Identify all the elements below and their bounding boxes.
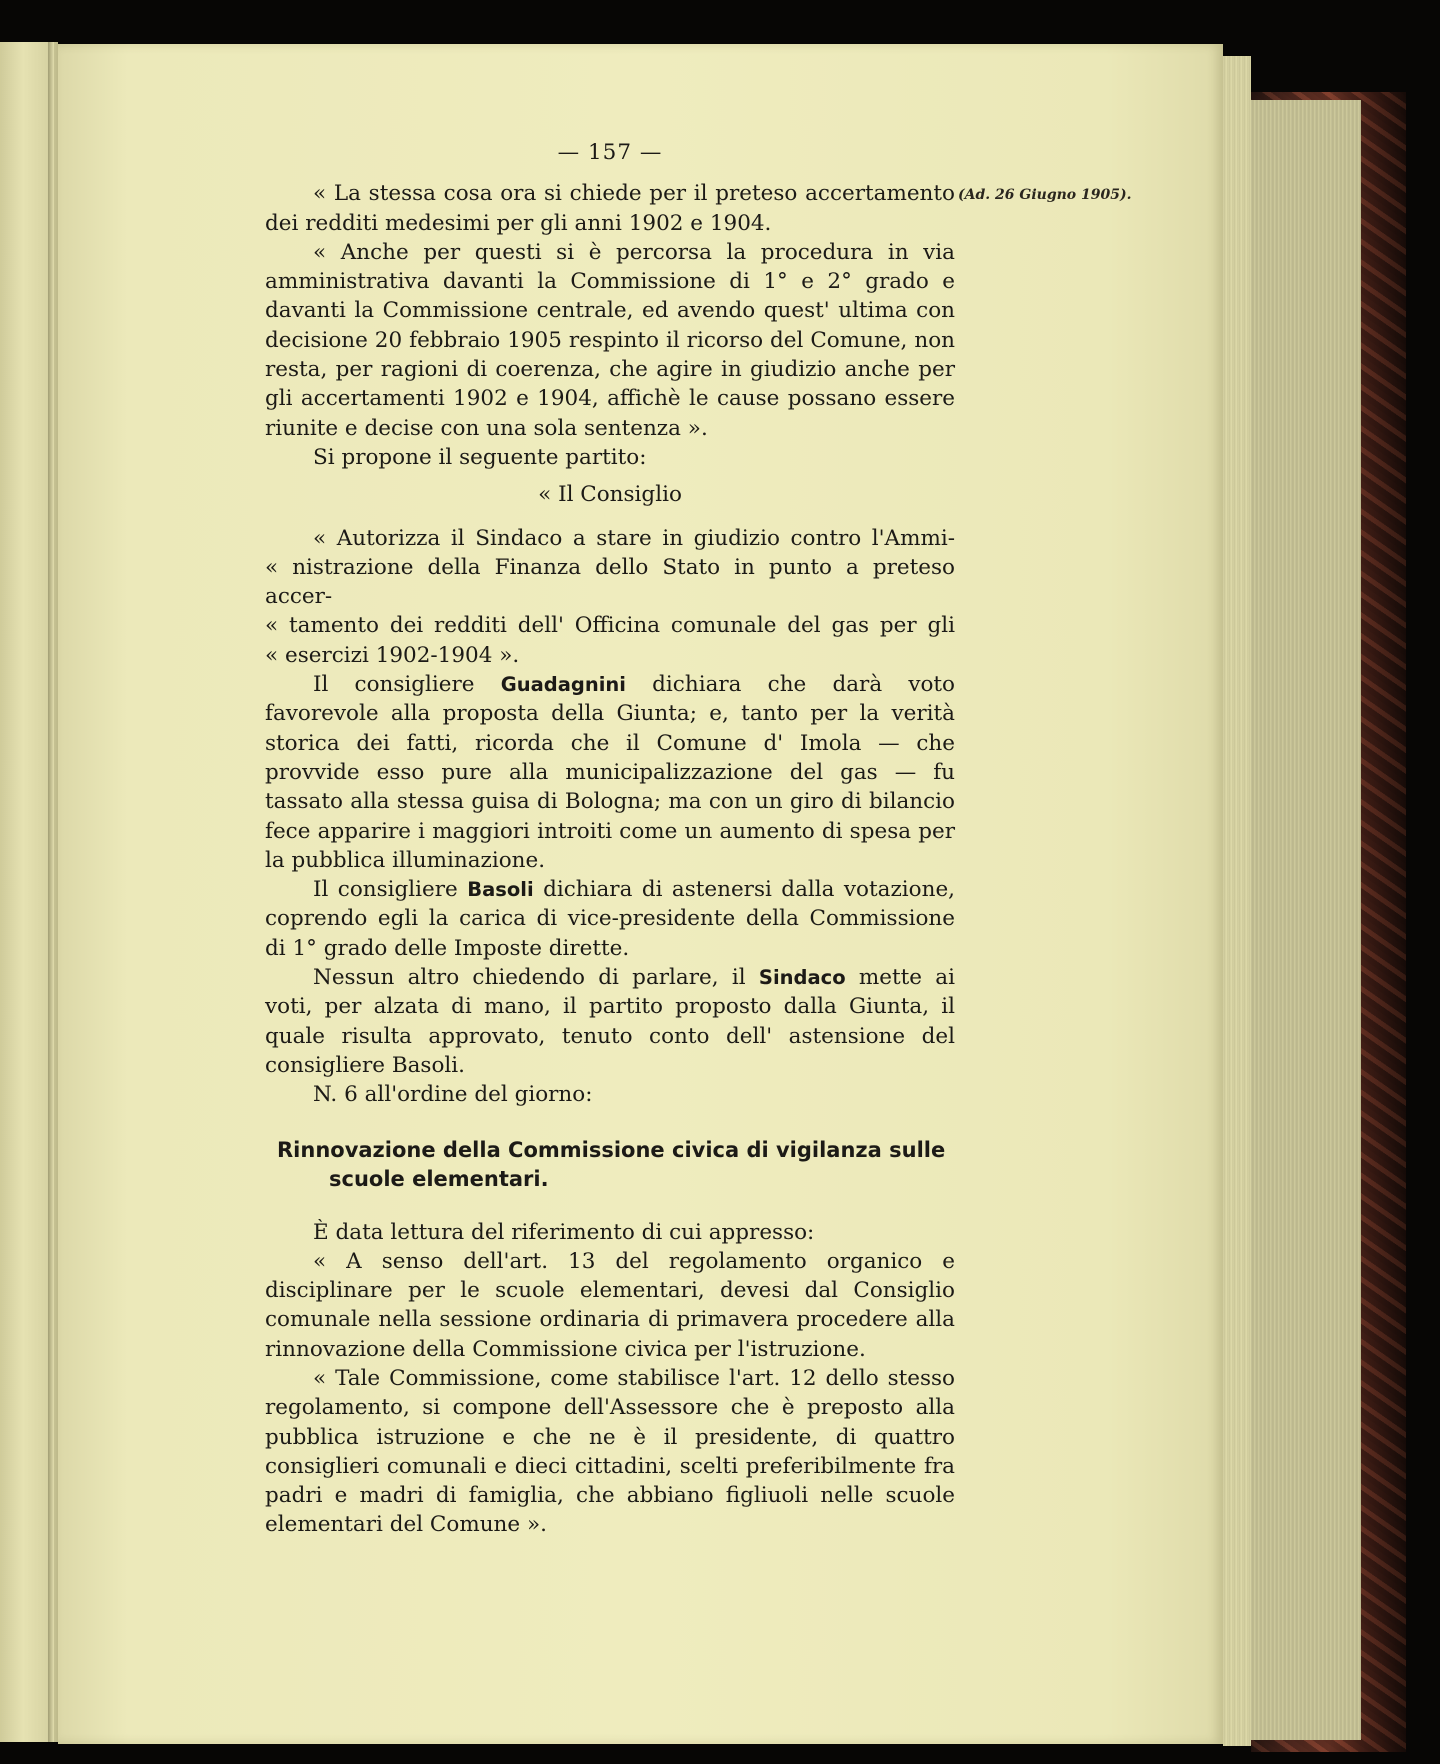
gutter [48,42,54,1742]
paragraph-4-pre: Il consigliere [313,672,501,698]
paragraph-8: È data lettura del riferimento di cui appresso: [313,1219,815,1245]
resolution-text [265,524,955,670]
paragraph-2: « Anche per questi si è percorsa la procedura in via amministrativa davanti la Commissione di 1° e 2° grado e davanti la Commissione centrale, ed avendo quest' ultima con decisione 20 febbraio 1905 respinto il ricorso del Comune, non resta, per ragioni di coerenza, che agire in giudizio anche per gli accertamenti 1902 e 1904, affichè le cause possano essere riunite e decise con una sola sentenza ». [265,239,955,441]
page-number: — 157 — [557,140,663,165]
margin-note: (Ad. 26 Giugno 1905). [958,187,1132,203]
resolution-line: « nistrazione della Finanza dello Stato in punto a preteso accer- [265,554,955,610]
paragraph-6 [265,963,955,1080]
page-block [1251,100,1361,1740]
paragraph-4-post: dichiara che darà voto favorevole alla proposta della Giunta; e, tanto per la verità storica dei fatti, ricorda che il Comune d' Imola — che provvide esso pure alla municipalizzazione del gas — fu tassato alla stessa guisa di Bologna; ma con un giro di bilancio fece apparire i maggiori introiti come un aumento di spesa per la pubblica illuminazione. [265,672,955,873]
paragraph-4 [265,670,955,875]
paragraph-1: « La stessa cosa ora si chiede per il preteso accertamento dei redditi medesimi per gli anni 1902 e 1904. [265,181,955,236]
section-heading: Rinnovazione della Commissione civica di vigilanza sulle scuole elementari. [277,1137,946,1191]
page-edges [1223,56,1251,1746]
paragraph-5-pre: Il consigliere [313,877,468,903]
paragraph-3: Si propone il seguente partito: [313,444,647,470]
paragraph-5-post: dichiara di astenersi dalla votazione, coprendo egli la carica di vice-presidente della Commissione di 1° grado delle Imposte dirette. [265,877,955,961]
paragraph-7: N. 6 all'ordine del giorno: [313,1082,593,1108]
resolution-line: « esercizi 1902-1904 ». [265,642,520,668]
speaker-name: Basoli [467,878,534,902]
resolution-line: « Autorizza il Sindaco a stare in giudizio contro l'Ammi- [313,525,955,551]
paragraph-9: « A senso dell'art. 13 del regolamento organico e disciplinare per le scuole elementari, devesi dal Consiglio comunale nella sessione ordinaria di primavera procedere alla rinnovazione della Commissione civica per l'istruzione. [265,1248,955,1362]
paragraph-10: « Tale Commissione, come stabilisce l'art. 12 dello stesso regolamento, si compone dell'Assessore che è preposto alla pubblica istruzione e che ne è il presidente, di quattro consiglieri comunali e dieci cittadini, scelti preferibilmente fra padri e madri di famiglia, che abbiano figliuoli nelle scuole elementari del Comune ». [265,1365,955,1538]
resolution-line: « tamento dei redditi dell' Officina comunale del gas per gli [265,613,955,639]
paragraph-6-post: mette ai voti, per alzata di mano, il partito proposto dalla Giunta, il quale risulta approvato, tenuto conto dell' astensione del consigliere Basoli. [265,965,956,1078]
speaker-name: Sindaco [758,966,846,990]
speaker-name: Guadagnini [500,673,626,697]
consiglio-title: « Il Consiglio [538,482,682,508]
page-text [265,138,955,1540]
paragraph-5 [265,875,955,963]
paragraph-6-pre: Nessun altro chiedendo di parlare, il [313,965,759,991]
